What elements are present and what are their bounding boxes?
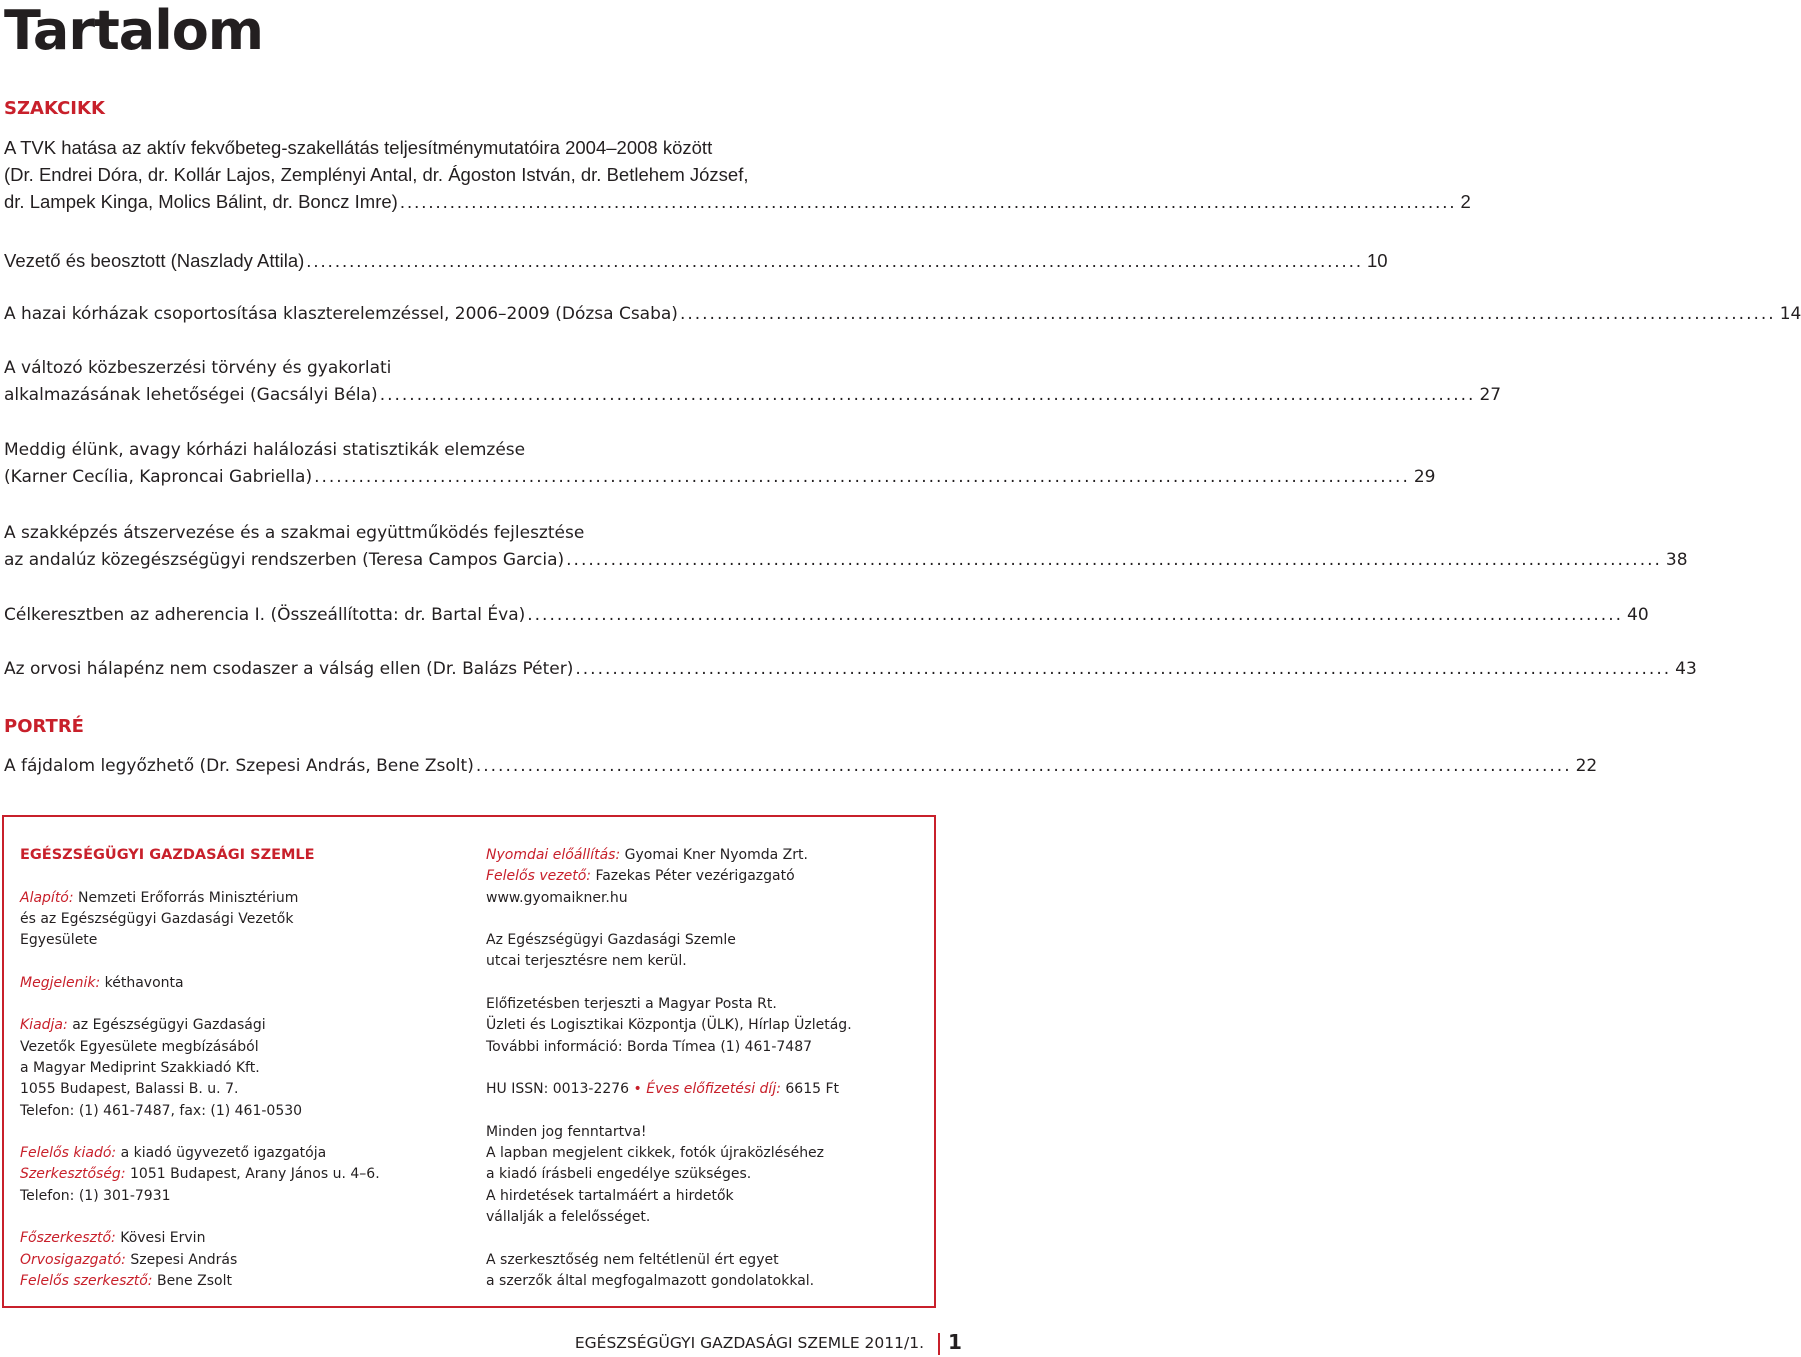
toc-page-number: 40 — [1627, 605, 1649, 625]
imprint-value: Bene Zsolt — [156, 1272, 232, 1289]
toc-entry[interactable] — [4, 656, 1697, 683]
toc-entry-title-line: A változó közbeszerzési törvény és gyakorlati — [4, 358, 392, 378]
toc-entry-title-line: dr. Lampek Kinga, Molics Bálint, dr. Boncz Imre) — [4, 191, 398, 212]
toc-page-number: 2 — [1460, 191, 1471, 212]
imprint-line: a kiadó írásbeli engedélye szükséges. — [486, 1166, 752, 1183]
toc-entry-title-line: Az orvosi hálapénz nem csodaszer a válság ellen (Dr. Balázs Péter) — [4, 659, 574, 679]
printer-website-link[interactable]: www.gyomaikner.hu — [486, 889, 628, 906]
imprint-label: Nyomdai előállítás: — [486, 847, 621, 863]
imprint-label: Éves előfizetési díj: — [646, 1081, 781, 1098]
imprint-value: a kiadó ügyvezető igazgatója — [120, 1145, 327, 1162]
journal-name: EGÉSZSÉGÜGYI GAZDASÁGI SZEMLE — [20, 847, 315, 863]
imprint-label: Felelős szerkesztő: — [20, 1272, 153, 1289]
toc-entry-title-line: (Karner Cecília, Kaproncai Gabriella) — [4, 467, 313, 487]
imprint-label: Megjelenik: — [20, 974, 101, 991]
imprint-label: Alapító: — [20, 889, 74, 906]
toc-page-number: 43 — [1675, 659, 1697, 679]
imprint-line: A hirdetések tartalmáért a hirdetők — [486, 1187, 734, 1204]
imprint-label: Felelős vezető: — [486, 868, 591, 885]
imprint-line: Üzleti és Logisztikai Központja (ÜLK), Hírlap Üzletág. — [486, 1017, 852, 1034]
toc-entry[interactable] — [4, 753, 1598, 780]
toc-leader-dots — [400, 188, 1457, 215]
toc-page-number: 14 — [1779, 304, 1801, 324]
imprint-line: Az Egészségügyi Gazdasági Szemle — [486, 932, 736, 949]
toc-entry-title-line: A szakképzés átszervezése és a szakmai együttműködés fejlesztése — [4, 523, 585, 543]
section-heading-portre: PORTRÉ — [4, 716, 84, 737]
toc-page-number: 29 — [1413, 467, 1436, 487]
imprint-value: Gyomai Kner Nyomda Zrt. — [624, 847, 808, 863]
imprint-line: A lapban megjelent cikkek, fotók újraközléséhez — [486, 1145, 825, 1162]
imprint-line: Telefon: (1) 461-7487, fax: (1) 461-0530 — [20, 1102, 303, 1119]
imprint-line: a szerzők által megfogalmazott gondolatokkal. — [486, 1272, 815, 1289]
imprint-line: Telefon: (1) 301-7931 — [20, 1187, 171, 1204]
section-heading-szakcikk: SZAKCIKK — [4, 98, 105, 119]
imprint-label: Kiadja: — [20, 1017, 68, 1034]
page-footer — [0, 1331, 960, 1355]
imprint-value: 6615 Ft — [785, 1081, 840, 1098]
toc-entry[interactable] — [4, 520, 1688, 574]
imprint-left-column — [20, 845, 460, 1292]
toc-leader-dots — [476, 753, 1572, 780]
toc-entry[interactable] — [4, 437, 1436, 491]
toc-leader-dots — [566, 547, 1662, 574]
toc-leader-dots — [527, 602, 1623, 629]
toc-entry[interactable] — [4, 301, 1801, 328]
imprint-value: az Egészségügyi Gazdasági — [72, 1017, 266, 1034]
imprint-line: Egyesülete — [20, 932, 98, 949]
imprint-label: Szerkesztőség: — [20, 1166, 126, 1183]
toc-leader-dots — [575, 656, 1671, 683]
issn: HU ISSN: 0013-2276 — [486, 1081, 630, 1098]
imprint-value: Fazekas Péter vezérigazgató — [595, 868, 795, 885]
page-title: Tartalom — [4, 0, 264, 62]
toc-entry-title-line: az andalúz közegészségügyi rendszerben (Teresa Campos Garcia) — [4, 550, 565, 570]
imprint-line: Előfizetésben terjeszti a Magyar Posta Rt. — [486, 996, 777, 1013]
imprint-line: További információ: Borda Tímea (1) 461-7487 — [486, 1038, 813, 1055]
imprint-label: Felelős kiadó: — [20, 1145, 117, 1162]
toc-page-number: 10 — [1366, 250, 1388, 271]
footer-separator — [938, 1333, 940, 1355]
toc-entry[interactable] — [4, 355, 1502, 409]
imprint-line: Minden jog fenntartva! — [486, 1123, 647, 1140]
toc-entry-title-line: Vezető és beosztott (Naszlady Attila) — [4, 250, 305, 271]
imprint-line: utcai terjesztésre nem kerül. — [486, 953, 687, 970]
page-number: 1 — [948, 1330, 962, 1354]
toc-entry[interactable] — [4, 134, 1471, 215]
toc-page-number: 38 — [1665, 550, 1688, 570]
imprint-line: a Magyar Mediprint Szakkiadó Kft. — [20, 1059, 260, 1076]
toc-leader-dots — [306, 247, 1363, 274]
imprint-label: Főszerkesztő: — [20, 1230, 116, 1247]
imprint-line: 1055 Budapest, Balassi B. u. 7. — [20, 1081, 239, 1098]
imprint-value: Nemzeti Erőforrás Minisztérium — [78, 889, 299, 906]
toc-entry-title-line: Meddig élünk, avagy kórházi halálozási statisztikák elemzése — [4, 440, 526, 460]
toc-entry-title-line: Célkeresztben az adherencia I. (Összeállította: dr. Bartal Éva) — [4, 605, 526, 625]
imprint-value: Szepesi András — [130, 1251, 238, 1268]
footer-journal-issue: EGÉSZSÉGÜGYI GAZDASÁGI SZEMLE 2011/1. — [574, 1334, 924, 1352]
toc-entry-title-line: (Dr. Endrei Dóra, dr. Kollár Lajos, Zemplényi Antal, dr. Ágoston István, dr. Betlehem József, — [4, 164, 749, 185]
toc-page-number: 22 — [1575, 756, 1598, 776]
toc-entry[interactable] — [4, 247, 1388, 274]
imprint-line: Vezetők Egyesülete megbízásából — [20, 1038, 259, 1055]
bullet-separator: • — [633, 1081, 642, 1098]
imprint-box — [2, 815, 936, 1308]
imprint-value: Kövesi Ervin — [120, 1230, 206, 1247]
toc-leader-dots — [314, 464, 1410, 491]
imprint-line: és az Egészségügyi Gazdasági Vezetők — [20, 910, 294, 927]
imprint-right-column — [486, 845, 926, 1292]
toc-entry-title-line: A hazai kórházak csoportosítása klaszterelemzéssel, 2006–2009 (Dózsa Csaba) — [4, 304, 678, 324]
toc-entry-title-line: alkalmazásának lehetőségei (Gacsályi Béla) — [4, 385, 378, 405]
toc-page-number: 27 — [1479, 385, 1502, 405]
toc-entry-title-line: A TVK hatása az aktív fekvőbeteg-szakellátás teljesítménymutatóira 2004–2008 között — [4, 137, 713, 158]
imprint-label: Orvosigazgató: — [20, 1251, 126, 1268]
toc-leader-dots — [680, 301, 1776, 328]
toc-leader-dots — [380, 382, 1476, 409]
imprint-line: vállalják a felelősséget. — [486, 1209, 651, 1226]
imprint-value: kéthavonta — [104, 974, 184, 991]
imprint-value: 1051 Budapest, Arany János u. 4–6. — [130, 1166, 380, 1183]
imprint-line: A szerkesztőség nem feltétlenül ért egyet — [486, 1251, 779, 1268]
toc-entry-title-line: A fájdalom legyőzhető (Dr. Szepesi András, Bene Zsolt) — [4, 756, 474, 776]
toc-entry[interactable] — [4, 602, 1649, 629]
